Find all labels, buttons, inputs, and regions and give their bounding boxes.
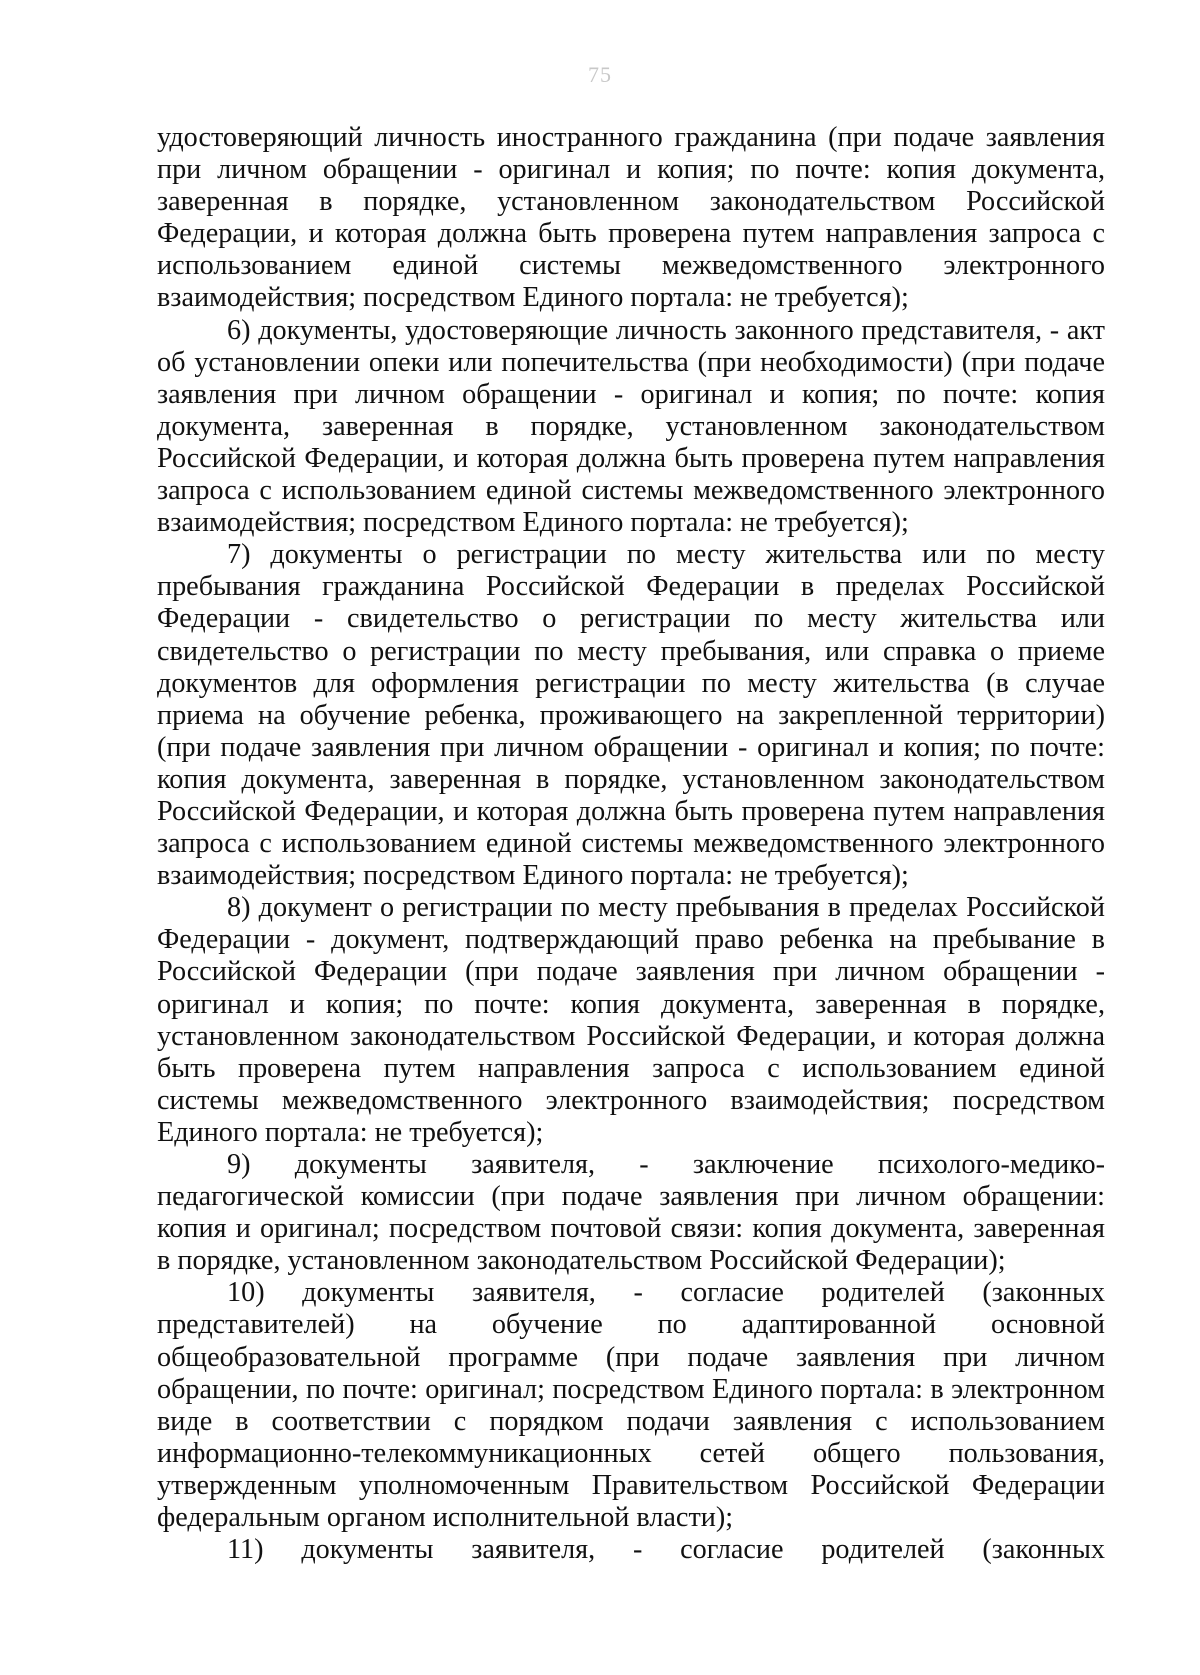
paragraph-item-10: 10) документы заявителя, - согласие родителей (законных представителей) на обучение по адаптированной основной общеобразовательной программе (при подаче заявления при личном обращении, по почте: оригинал; посредством Единого портала: в электронном виде в соответствии с порядком подачи заявления с использованием информационно-телекоммуникационных сетей общего пользования, утвержденным уполномоченным Правительством Российской Федерации федеральным органом исполнительной власти);	[157, 1277, 1105, 1534]
paragraph-continuation: удостоверяющий личность иностранного гражданина (при подаче заявления при личном обращении - оригинал и копия; по почте: копия документа, заверенная в порядке, установленном законодательством Российской Федерации, и которая должна быть проверена путем направления запроса с использованием единой системы межведомственного электронного взаимодействия; посредством Единого портала: не требуется);	[157, 122, 1105, 314]
paragraph-item-11: 11) документы заявителя, - согласие родителей (законных	[227, 1534, 1105, 1566]
paragraph-item-7: 7) документы о регистрации по месту жительства или по месту пребывания гражданина Российской Федерации в пределах Российской Федерации - свидетельство о регистрации по месту жительства или свидетельство о регистрации по месту пребывания, или справка о приеме документов для оформления регистрации по месту жительства (в случае приема на обучение ребенка, проживающего на закрепленной территории) (при подаче заявления при личном обращении - оригинал и копия; по почте: копия документа, заверенная в порядке, установленном законодательством Российской Федерации, и которая должна быть проверена путем направления запроса с использованием единой системы межведомственного электронного взаимодействия; посредством Единого портала: не требуется);	[157, 539, 1105, 892]
paragraph-item-6: 6) документы, удостоверяющие личность законного представителя, - акт об установлении опеки или попечительства (при необходимости) (при подаче заявления при личном обращении - оригинал и копия; по почте: копия документа, заверенная в порядке, установленном законодательством Российской Федерации, и которая должна быть проверена путем направления запроса с использованием единой системы межведомственного электронного взаимодействия; посредством Единого портала: не требуется);	[157, 314, 1105, 539]
paragraph-item-9: 9) документы заявителя, - заключение психолого-медико-педагогической комиссии (при подаче заявления при личном обращении: копия и оригинал; посредством почтовой связи: копия документа, заверенная в порядке, установленном законодательством Российской Федерации);	[157, 1149, 1105, 1277]
document-body	[157, 122, 1105, 1566]
paragraph-item-8: 8) документ о регистрации по месту пребывания в пределах Российской Федерации - документ, подтверждающий право ребенка на пребывание в Российской Федерации (при подаче заявления при личном обращении - оригинал и копия; по почте: копия документа, заверенная в порядке, установленном законодательством Российской Федерации, и которая должна быть проверена путем направления запроса с использованием единой системы межведомственного электронного взаимодействия; посредством Единого портала: не требуется);	[157, 892, 1105, 1148]
page-number: 75	[588, 62, 612, 87]
